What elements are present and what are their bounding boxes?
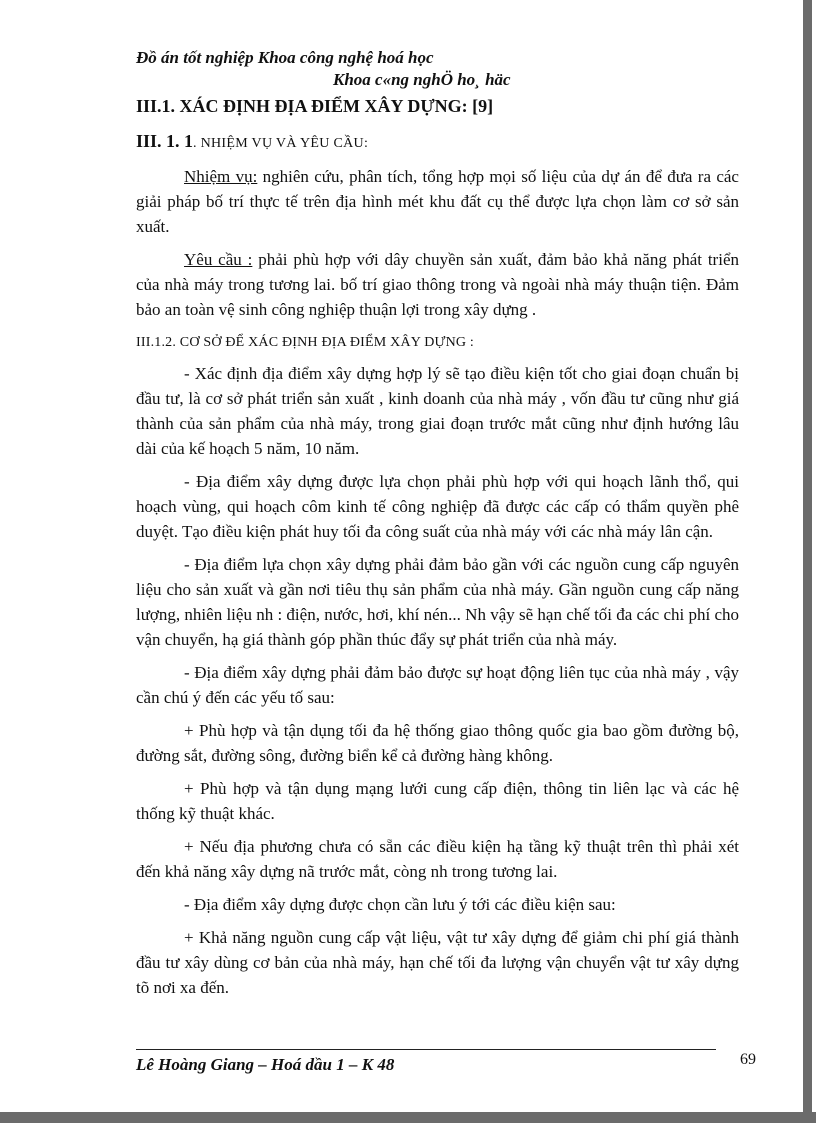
label-nhiem-vu: Nhiệm vụ:	[184, 167, 258, 186]
paragraph: + Phù hợp và tận dụng mạng lưới cung cấp điện, thông tin liên lạc và các hệ thống kỹ thuật khác.	[136, 779, 739, 823]
page-shadow-bottom	[0, 1112, 816, 1123]
document-body	[136, 94, 739, 1008]
paragraph-nhiem-vu	[136, 164, 739, 239]
footer-author: Lê Hoàng Giang – Hoá dầu 1 – K 48	[136, 1055, 395, 1074]
page-shadow-right	[803, 0, 812, 1123]
subsection-text: . NHIỆM VỤ VÀ YÊU CẦU:	[193, 136, 369, 151]
paragraph: - Địa điểm lựa chọn xây dựng phải đảm bảo gần với các nguồn cung cấp nguyên liệu cho sản xuất và gần nơi tiêu thụ sản phẩm của nhà máy. Gần nguồn cung cấp năng lượng, nhiên liệu nh : điện, nước, hơi, khí nén... Nh vậy sẽ hạn chế tối đa các chi phí cho vận chuyển, hạ giá thành góp phần thúc đẩy sự phát triển của nhà máy.	[136, 555, 739, 649]
paragraph: + Phù hợp và tận dụng tối đa hệ thống giao thông quốc gia bao gồm đường bộ, đường sắt, đường sông, đường biển kể cả đường hàng không.	[136, 721, 739, 765]
paragraph: - Địa điểm xây dựng được chọn cần lưu ý tới các điều kiện sau:	[184, 895, 616, 914]
running-header: Đồ án tốt nghiệp Khoa công nghệ hoá học	[136, 48, 434, 67]
paragraph: - Xác định địa điểm xây dựng hợp lý sẽ tạo điều kiện tốt cho giai đoạn chuẩn bị đầu tư, là cơ sở phát triển sản xuất , kinh doanh của nhà máy , vốn đầu tư cũng như giá thành của sản phẩm của nhà máy, trong giai đoạn trước mắt cũng như định hướng lâu dài của kế hoạch 5 năm, 10 năm.	[136, 364, 739, 458]
section-title: III.1. XÁC ĐỊNH ĐỊA ĐIỂM XÂY DỰNG: [9]	[136, 96, 494, 116]
text-yeu-cau: phải phù hợp với dây chuyền sản xuất, đảm bảo khả năng phát triển của nhà máy trong tương lai. bố trí giao thông trong và ngoài nhà máy thuận tiện. Đảm bảo an toàn vệ sinh công nghiệp thuận lợi trong xây dựng .	[136, 250, 739, 319]
paragraph: - Địa điểm xây dựng phải đảm bảo được sự hoạt động liên tục của nhà máy , vậy cần chú ý đến các yếu tố sau:	[136, 663, 739, 707]
running-header-garbled: Khoa c«ng nghÖ ho¸ häc	[333, 70, 511, 89]
paragraph-yeu-cau	[136, 247, 739, 322]
label-yeu-cau: Yêu cầu :	[184, 250, 253, 269]
paragraph: + Nếu địa phương chưa có sẵn các điều kiện hạ tầng kỹ thuật trên thì phải xét đến khả năng xây dựng nã trước mắt, còng nh trong tương lai.	[136, 837, 739, 881]
paragraph: + Khả năng nguồn cung cấp vật liệu, vật tư xây dựng để giảm chi phí giá thành đầu tư xây dùng cơ bản của nhà máy, hạn chế tối đa lượng vận chuyển vật tư xây dựng tõ nơi xa đến.	[136, 928, 739, 997]
subsection-number: III. 1. 1	[136, 131, 194, 151]
paragraph: - Địa điểm xây dựng được lựa chọn phải phù hợp với qui hoạch lãnh thổ, qui hoạch vùng, qui hoạch côm kinh tế công nghiệp đã được các cấp có thẩm quyền phê duyệt. Tạo điều kiện phát huy tối đa công suất của nhà máy với các nhà máy lân cận.	[136, 472, 739, 541]
page-number: 69	[740, 1051, 756, 1068]
subsection-title-1	[136, 129, 739, 156]
subsection-title-2: III.1.2. CƠ SỞ ĐỂ XÁC ĐỊNH ĐỊA ĐIỂM XÂY DỰNG :	[136, 335, 475, 350]
footer-divider	[136, 1049, 716, 1050]
text-nhiem-vu: nghiên cứu, phân tích, tổng hợp mọi số liệu của dự án để đưa ra các giải pháp bố trí thực tế trên địa hình mét khu đất cụ thể được lựa chọn làm cơ sở sản xuất.	[136, 167, 739, 236]
